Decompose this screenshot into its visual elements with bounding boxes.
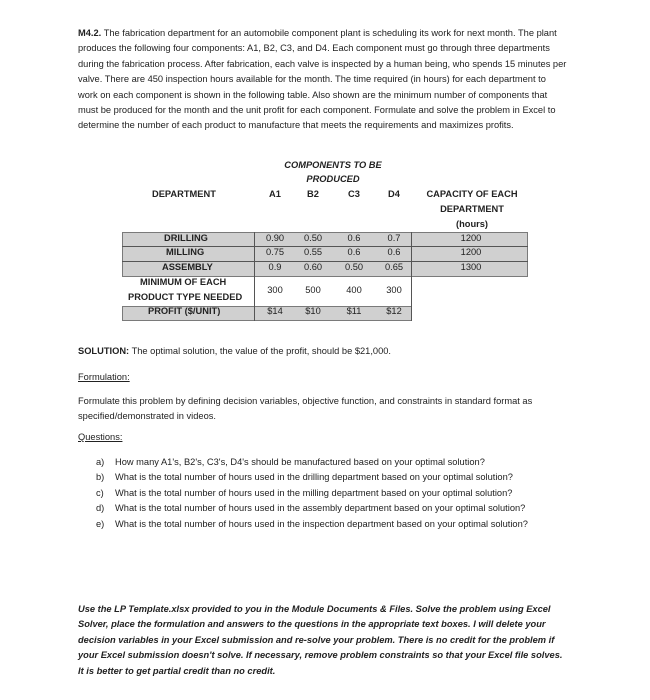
cell-minimum-c3: 400 xyxy=(346,285,362,295)
problem-label: M4.2. xyxy=(78,28,102,38)
formulation-text: Formulate this problem by defining decision variables, objective function, and constraints in standard format as specified/demonstrated in videos. xyxy=(78,396,533,422)
row-label-assembly: ASSEMBLY xyxy=(162,262,213,272)
question-item xyxy=(96,517,566,532)
components-header-line1: COMPONENTS TO BE xyxy=(284,160,382,170)
col-header-c3: C3 xyxy=(348,189,360,199)
col-header-a1: A1 xyxy=(269,189,281,199)
instructions-paragraph: Use the LP Template.xlsx provided to you in the Module Documents & Files. Solve the problem using Excel Solver, place the formulation and answers to the questions in the appropriate text boxes. I will delete your decision variables in your Excel submission and re-solve your problem. There is no credit for the problem if your Excel submission doesn't solve. If necessary, remove problem constraints so that your Excel file solves. It is better to get partial credit than no credit. xyxy=(78,604,563,676)
capacity-header-line1: CAPACITY OF EACH xyxy=(426,189,518,199)
cell-minimum-b2: 500 xyxy=(305,285,321,295)
solution-line xyxy=(78,346,391,356)
column-divider xyxy=(411,232,412,321)
question-label: c) xyxy=(96,487,104,498)
col-header-d4: D4 xyxy=(388,189,400,199)
problem-statement xyxy=(78,26,568,134)
cell-drilling-d4: 0.7 xyxy=(387,233,401,243)
question-label: b) xyxy=(96,472,105,483)
cell-profit-a1: $14 xyxy=(267,306,283,316)
problem-text: The fabrication department for an automobile component plant is scheduling its work for next month. The plant produces the following four components: A1, B2, C3, and D4. Each component must go through three departments during the fabrication process. After fabrication, each valve is inspected by a human being, who spends 15 minutes per valve. There are 450 inspection hours available for the month. The time required (in hours) for each department to work on each component is shown in the following table. Also shown are the minimum number of components that must be produced for the month and the unit profit for each component. Formulate and solve the problem in Excel to determine the number of each product to manufacture that meets the requirements and maximizes profits. xyxy=(78,28,567,131)
row-label-profit: PROFIT ($/UNIT) xyxy=(148,306,221,316)
cell-drilling-c3: 0.6 xyxy=(347,233,361,243)
question-label: a) xyxy=(96,457,105,467)
cell-profit-b2: $10 xyxy=(305,306,321,316)
questions-heading: Questions: xyxy=(78,432,123,442)
department-header: DEPARTMENT xyxy=(152,189,216,199)
question-text: What is the total number of hours used in the assembly department based on your optimal solution? xyxy=(115,503,526,514)
cell-assembly-capacity: 1300 xyxy=(460,262,482,272)
cell-assembly-b2: 0.60 xyxy=(303,262,323,272)
cell-milling-d4: 0.6 xyxy=(387,247,401,257)
cell-milling-capacity: 1200 xyxy=(460,247,482,257)
cell-milling-c3: 0.6 xyxy=(347,247,361,257)
capacity-header-line3: (hours) xyxy=(455,219,489,229)
solution-label: SOLUTION: xyxy=(78,346,130,356)
col-header-b2: B2 xyxy=(307,189,319,199)
cell-minimum-d4: 300 xyxy=(386,285,402,295)
cell-profit-c3: $11 xyxy=(346,306,362,316)
row-label-drilling: DRILLING xyxy=(164,233,208,243)
question-item xyxy=(96,455,566,470)
question-text: How many A1's, B2's, C3's, D4's should be manufactured based on your optimal solution? xyxy=(115,457,485,467)
question-item xyxy=(96,470,566,485)
cell-milling-b2: 0.55 xyxy=(303,247,323,257)
components-table xyxy=(120,160,532,322)
components-header-line2: PRODUCED xyxy=(306,174,360,184)
cell-profit-d4: $12 xyxy=(386,306,402,316)
row-label-minimum-line2: PRODUCT TYPE NEEDED xyxy=(128,292,243,302)
formulation-heading: Formulation: xyxy=(78,372,130,382)
cell-assembly-c3: 0.50 xyxy=(344,262,364,272)
cell-drilling-capacity: 1200 xyxy=(460,233,482,243)
row-label-minimum-line1: MINIMUM OF EACH xyxy=(140,277,227,287)
cell-assembly-d4: 0.65 xyxy=(384,262,404,272)
question-text: What is the total number of hours used in the milling department based on your optimal solution? xyxy=(115,487,513,498)
solution-text: The optimal solution, the value of the profit, should be $21,000. xyxy=(131,346,392,356)
question-text: What is the total number of hours used in the inspection department based on your optimal solution? xyxy=(115,518,528,529)
row-label-milling: MILLING xyxy=(166,247,205,257)
questions-list xyxy=(96,455,566,532)
question-item xyxy=(96,501,566,516)
capacity-header-line2: DEPARTMENT xyxy=(440,204,504,214)
cell-drilling-b2: 0.50 xyxy=(303,233,323,243)
cell-minimum-a1: 300 xyxy=(267,285,283,295)
question-item xyxy=(96,486,566,501)
question-label: e) xyxy=(96,518,105,529)
problem-paragraph xyxy=(78,26,568,134)
cell-drilling-a1: 0.90 xyxy=(265,233,285,243)
column-divider xyxy=(254,232,255,321)
question-text: What is the total number of hours used in the drilling department based on your optimal solution? xyxy=(115,472,513,483)
question-label: d) xyxy=(96,503,105,514)
cell-assembly-a1: 0.9 xyxy=(268,262,282,272)
cell-milling-a1: 0.75 xyxy=(265,247,285,257)
